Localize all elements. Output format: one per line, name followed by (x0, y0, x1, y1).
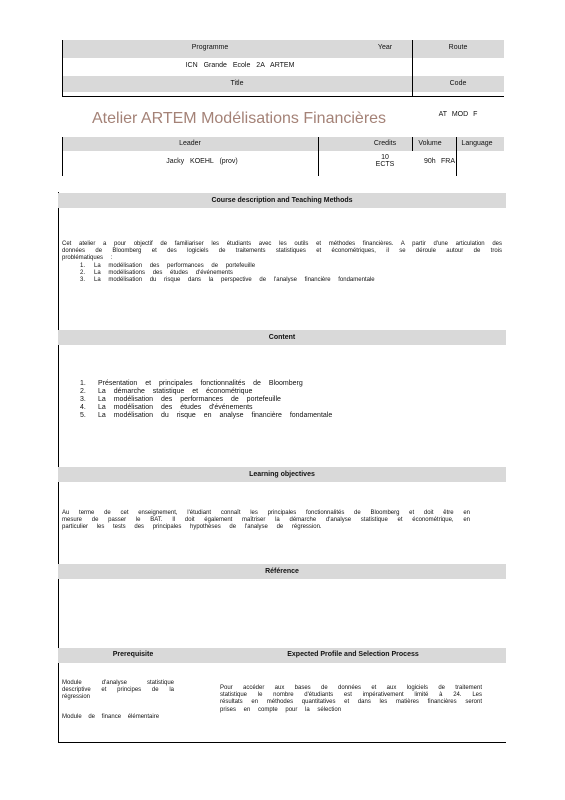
description-text (62, 241, 502, 284)
credits-number: 10 (381, 154, 389, 161)
list-item: 2. La modélisations des études d'événements (80, 269, 233, 276)
divider (318, 137, 319, 176)
programme-label: Programme (191, 44, 229, 51)
list-item: 5. La modélisation du risque en analyse financière fondamentale (80, 412, 333, 420)
objectives-heading: Learning objectives (58, 467, 506, 482)
language-value: FRA (441, 158, 455, 165)
list-item: 4. La modélisation des études d'événements (80, 404, 253, 412)
reference-heading: Référence (58, 564, 506, 579)
divider (412, 137, 413, 151)
list-item: 3. La modélisation du risque dans la perspective de l'analyse financière fondamentale (80, 276, 375, 283)
list-item: 1. La modélisation des performances de portefeuille (80, 262, 256, 269)
leader-value: Jacky KOEHL (prov) (166, 158, 238, 165)
description-heading: Course description and Teaching Methods (58, 193, 506, 208)
body-bottom-border (58, 742, 506, 743)
code-label: Code (449, 80, 467, 87)
prerequisite-heading: Prerequisite (112, 651, 154, 658)
list-item: Module de finance élémentaire (62, 713, 160, 720)
profile-text: Pour accéder aux bases de données et aux logiciels de traitement statistique le nombre d'étudiants est impérativement limité à 24. Les résultats en méthodes quantitatives et dans les matières financières seront prises en compte pour la sélection (220, 685, 482, 713)
divider (62, 137, 63, 176)
list-item: Module d'analyse statistique descriptive et principes de la régression (62, 680, 174, 701)
divider (62, 40, 63, 96)
divider (412, 40, 413, 96)
profile-heading: Expected Profile and Selection Process (287, 651, 419, 658)
list-item: 3. La modélisation des performances de portefeuille (80, 396, 281, 404)
route-label: Route (448, 44, 468, 51)
year-label: Year (377, 44, 393, 51)
volume-value: 90h (424, 158, 436, 165)
leader-label: Leader (179, 140, 201, 147)
programme-value: ICN Grande Ecole 2A ARTEM (185, 62, 295, 69)
course-code: AT MOD F (438, 111, 478, 118)
description-list (62, 263, 502, 285)
credits-value (358, 154, 412, 168)
list-item: 2. La démarche statistique et économétrique (80, 388, 253, 396)
language-label: Language (461, 140, 493, 147)
divider (456, 137, 457, 176)
description-intro: Cet atelier a pour objectif de familiariser les étudiants avec les outils et méthodes financières. A partir d'une articulation des données de Bloomberg et des logiciels de traitements statistiques et économétriques, il se déroule autour de trois problématiques : (62, 241, 502, 262)
list-item: 1. Présentation et principales fonctionnalités de Bloomberg (80, 380, 303, 387)
objectives-text: Au terme de cet enseignement, l'étudiant connaît les principales fonctionnalités de Bloomberg et doit être en mesure de passer le BAT. Il doit également maîtriser la démarche d'analyse statistique et économétrique, en particulier les tests des principales hypothèses de l'analyse de régression. (62, 510, 470, 531)
credits-label: Credits (373, 140, 397, 147)
course-title: Atelier ARTEM Modélisations Financières (92, 110, 387, 127)
content-list (80, 380, 500, 420)
title-label: Title (230, 80, 244, 87)
credits-unit: ECTS (375, 161, 395, 168)
content-heading: Content (58, 330, 506, 345)
divider (62, 96, 504, 97)
prerequisite-list (62, 680, 174, 721)
header-table (62, 40, 504, 176)
volume-label: Volume (418, 140, 442, 147)
